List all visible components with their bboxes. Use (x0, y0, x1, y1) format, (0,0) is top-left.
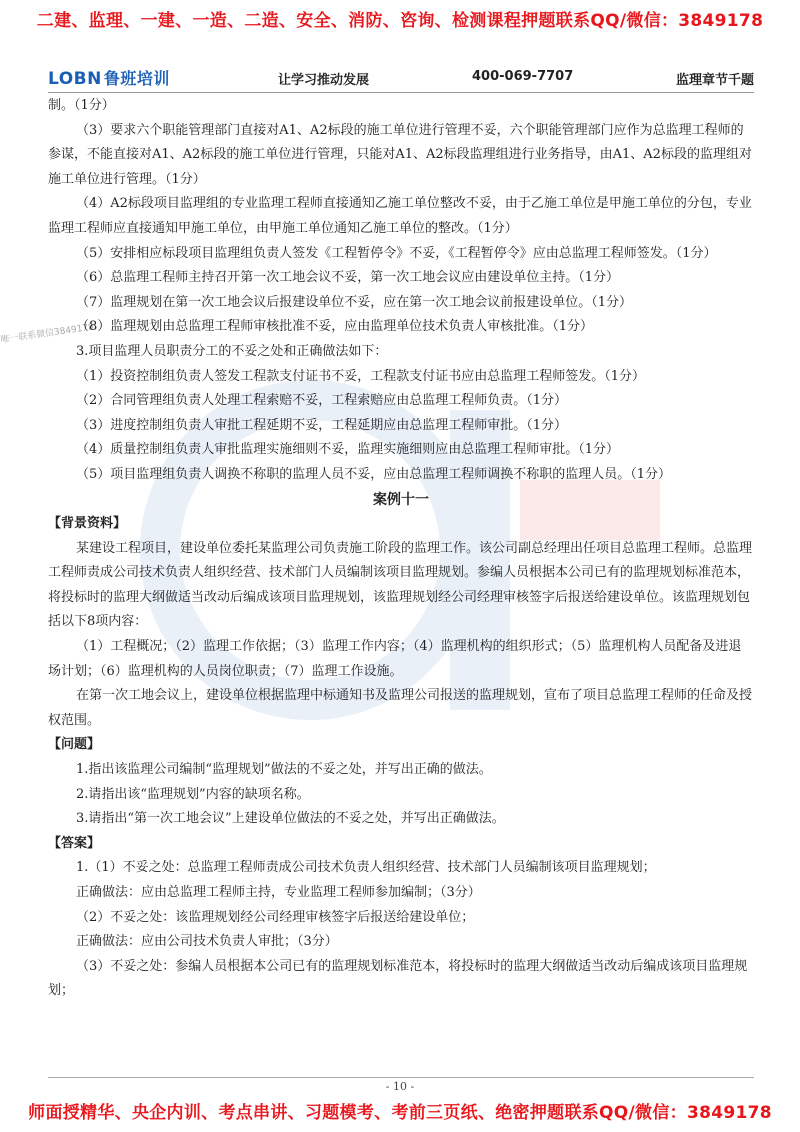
header-chapter-title: 监理章节千题 (675, 73, 754, 88)
background-items: （1）工程概况；（2）监理工作依据；（3）监理工作内容；（4）监理机构的组织形式；（5）监理机构人员配备及进退场计划；（6）监理机构的人员岗位职责；（7）监理工作设施。 (48, 639, 742, 679)
header-phone: 400-069-7707 (472, 69, 574, 84)
header-divider (48, 92, 754, 93)
answer-1-problem: 1.（1）不妥之处：总监理工程师责成公司技术负责人组织经营、技术部门人员编制该项目监理规划； (76, 860, 656, 876)
duty-item-1: （1）投资控制组负责人签发工程款支付证书不妥，工程款支付证书应由总监理工程师签发。（1分） (76, 368, 646, 384)
answer-2-fix: 正确做法：应由公司技术负责人审批；（3分） (76, 934, 338, 950)
side-contact-note: 唯一联系微信3849178 (0, 322, 95, 346)
logo-text: 鲁班培训 (103, 69, 170, 88)
answer-2-problem: （2）不妥之处：该监理规划经公司经理审核签字后报送给建设单位； (76, 909, 475, 925)
document-body (48, 94, 754, 1004)
top-promo-banner: 二建、监理、一建、一造、二造、安全、消防、咨询、检测课程押题联系QQ/微信：3849178 (36, 11, 764, 31)
question-2: 2.请指出该“监理规划”内容的缺项名称。 (76, 786, 310, 802)
page-header (48, 66, 754, 90)
answer-item-6: （6）总监理工程师主持召开第一次工地会议不妥，第一次工地会议应由建设单位主持。（1分） (76, 270, 620, 286)
background-heading: 【背景资料】 (48, 516, 127, 532)
answer-item-8: （8）监理规划由总监理工程师审核批准不妥，应由监理单位技术负责人审核批准。（1分） (76, 319, 594, 335)
case-title: 案例十一 (373, 491, 429, 508)
answer-line-continuation: 制。（1分） (48, 98, 115, 113)
bottom-promo-banner: 师面授精华、央企内训、考点串讲、习题模考、考前三页纸、绝密押题联系QQ/微信：3849178 (28, 1103, 772, 1123)
answer-item-7: （7）监理规划在第一次工地会议后报建设单位不妥，应在第一次工地会议前报建设单位。（1分） (76, 294, 633, 310)
answers-heading: 【答案】 (48, 835, 101, 851)
question-3: 3.请指出“第一次工地会议”上建设单位做法的不妥之处，并写出正确做法。 (76, 811, 505, 827)
answer-item-4: （4）A2标段项目监理组的专业监理工程师直接通知乙施工单位整改不妥，由于乙施工单位是甲施工单位的分包，专业监理工程师应直接通知甲施工单位，由甲施工单位通知乙施工单位的整改。（1分） (48, 196, 752, 236)
duty-item-2: （2）合同管理组负责人处理工程索赔不妥，工程索赔应由总监理工程师负责。（1分） (76, 393, 568, 409)
background-paragraph-2: 在第一次工地会议上，建设单位根据监理中标通知书及监理公司报送的监理规划，宣布了项目总监理工程师的任命及授权范围。 (48, 688, 753, 728)
logo-letters: LOBN (48, 69, 102, 89)
answer-item-5: （5）安排相应标段项目监理组负责人签发《工程暂停令》不妥，《工程暂停令》应由总监理工程师签发。（1分） (76, 245, 717, 261)
answer-1-fix: 正确做法：应由总监理工程师主持，专业监理工程师参加编制；（3分） (76, 885, 481, 900)
duty-item-5: （5）项目监理组负责人调换不称职的监理人员不妥，应由总监理工程师调换不称职的监理人员。（1分） (76, 466, 672, 482)
duty-item-3: （3）进度控制组负责人审批工程延期不妥，工程延期应由总监理工程师审批。（1分） (76, 417, 568, 433)
questions-heading: 【问题】 (48, 737, 101, 753)
background-paragraph-1: 某建设工程项目，建设单位委托某监理公司负责施工阶段的监理工作。该公司副总经理出任项目总监理工程师。总监理工程师责成公司技术负责人组织经营、技术部门人员编制该项目监理规划。参编人员根据本公司已有的监理规划标准范本，将投标时的监理大纲做适当改动后编成该项目监理规划，该监理规划经公司经理审核签字后报送给建设单位。该监理规划包括以下8项内容： (48, 540, 753, 630)
footer-divider (48, 1077, 754, 1078)
header-slogan: 让学习推动发展 (278, 73, 370, 88)
answer-3-intro: 3.项目监理人员职责分工的不妥之处和正确做法如下： (76, 343, 388, 359)
duty-item-4: （4）质量控制组负责人审批监理实施细则不妥，监理实施细则应由总监理工程师审批。（1分） (76, 442, 620, 458)
page-number: - 10 - (385, 1080, 415, 1093)
answer-item-3: （3）要求六个职能管理部门直接对A1、A2标段的施工单位进行管理不妥，六个职能管理部门应作为总监理工程师的参谋，不能直接对A1、A2标段的施工单位进行管理，只能对A1、A2标段监理组进行业务指导，由A1、A2标段的监理组对施工单位进行管理。（1分） (48, 122, 752, 187)
question-1: 1.指出该监理公司编制“监理规划”做法的不妥之处，并写出正确的做法。 (76, 762, 492, 778)
lobn-logo (48, 66, 170, 89)
answer-3-problem: （3）不妥之处：参编人员根据本公司已有的监理规划标准范本，将投标时的监理大纲做适当改动后编成该项目监理规划； (48, 958, 748, 999)
